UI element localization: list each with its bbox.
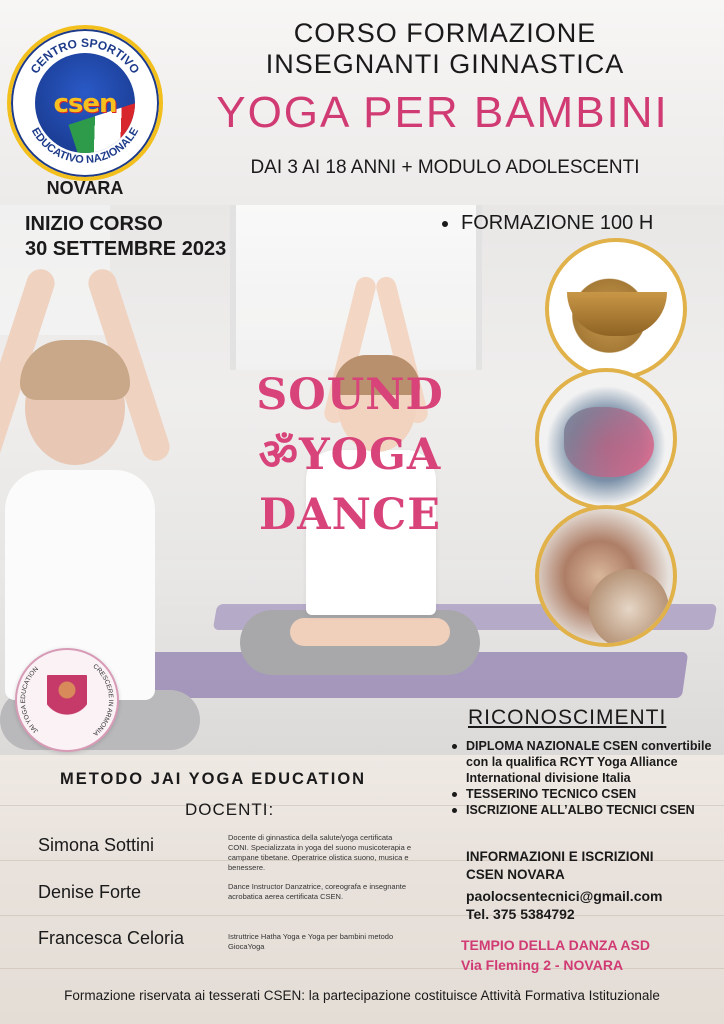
singing-bowl-icon: [567, 292, 667, 336]
contact-phone[interactable]: Tel. 375 5384792: [466, 906, 575, 922]
list-item: DIPLOMA NAZIONALE CSEN convertibile con la qualifica RCYT Yoga Alliance International divisione Italia: [452, 738, 722, 786]
teacher-name: Simona Sottini: [38, 835, 155, 855]
word-yoga: ॐYOGA: [258, 430, 442, 480]
city-label: NOVARA: [46, 178, 124, 198]
course-heading-line1: CORSO FORMAZIONE: [293, 18, 597, 48]
jai-logo-ring: [17, 650, 117, 750]
word-dance: DANCE: [259, 490, 441, 540]
contact-email[interactable]: paolocsentecnici@gmail.com: [466, 888, 663, 904]
drum-icon: [589, 569, 669, 647]
jai-ring-left-text: JAI YOGA EDUCATION: [19, 665, 40, 735]
venue: [461, 935, 650, 975]
floor-plank: [0, 915, 724, 916]
child-left-hair: [20, 340, 130, 400]
svg-text:CENTRO SPORTIVO: [28, 36, 143, 76]
list-item: ISCRIZIONE ALL’ALBO TECNICI CSEN: [452, 802, 722, 818]
footer-note: Formazione riservata ai tesserati CSEN: la partecipazione costituisce Attività Formativa Istituzionale: [64, 988, 660, 1003]
teacher-name: Francesca Celoria: [38, 928, 185, 948]
jai-ring-right-text: CRESCERE IN ARMONIA: [91, 663, 115, 738]
list-item: TESSERINO TECNICO CSEN: [452, 786, 722, 802]
teacher-description: Istruttrice Hatha Yoga e Yoga per bambini metodo GiocaYoga: [228, 932, 394, 951]
info-line2: CSEN NOVARA: [466, 867, 565, 882]
info-heading: [466, 848, 654, 884]
dancer-icon: [564, 407, 654, 477]
csen-logo-word: csen: [53, 89, 117, 119]
teachers-heading: DOCENTI:: [185, 800, 275, 819]
sound-yoga-dance: [220, 365, 480, 545]
course-start-label: INIZIO CORSO: [25, 213, 163, 235]
svg-text:JAI YOGA EDUCATION: [20, 665, 40, 734]
age-range: DAI 3 AI 18 ANNI + MODULO ADOLESCENTI: [250, 157, 640, 178]
recognitions-list: [452, 738, 722, 818]
training-hours: [442, 212, 653, 235]
course-title: YOGA PER BAMBINI: [216, 88, 669, 137]
svg-text:CRESCERE IN ARMONIA: [91, 663, 114, 737]
course-heading: [180, 18, 710, 80]
child-center-feet: [290, 618, 450, 646]
teacher-description: Docente di ginnastica della salute/yoga certificata CONI. Specializzata in yoga del suono musicoterapia e campane tibetane. Operatrice olistica suono, musica e benessere.: [228, 833, 412, 872]
word-sound: SOUND: [256, 370, 444, 420]
bullet-icon: [442, 221, 448, 227]
recognitions-title: RICONOSCIMENTI: [468, 706, 667, 729]
course-start: [25, 212, 226, 262]
logo-ring-bottom-text: EDUCATIVO NAZIONALE: [28, 125, 142, 167]
venue-address: Via Fleming 2 - NOVARA: [461, 957, 624, 973]
training-hours-text: FORMAZIONE 100 H: [461, 212, 654, 234]
course-heading-line2: INSEGNANTI GINNASTICA: [265, 49, 625, 79]
jai-yoga-education-logo: [15, 648, 119, 752]
venue-name: TEMPIO DELLA DANZA ASD: [461, 937, 650, 953]
svg-text:EDUCATIVO NAZIONALE: [29, 126, 141, 166]
singing-bowl-photo: [545, 238, 687, 380]
dancer-photo: [535, 368, 677, 510]
info-line1: INFORMAZIONI E ISCRIZIONI: [466, 849, 654, 864]
csen-logo: [7, 25, 163, 181]
method-title: METODO JAI YOGA EDUCATION: [60, 770, 367, 788]
drum-photo: [535, 505, 677, 647]
teacher-name: Denise Forte: [38, 882, 142, 902]
course-start-date: 30 SETTEMBRE 2023: [25, 238, 227, 260]
teacher-description: Dance Instructor Danzatrice, coreografa e insegnante acrobatica aerea certificata CSEN.: [228, 882, 407, 901]
csen-logo-ring: [11, 29, 159, 177]
logo-ring-top-text: CENTRO SPORTIVO: [27, 35, 143, 77]
